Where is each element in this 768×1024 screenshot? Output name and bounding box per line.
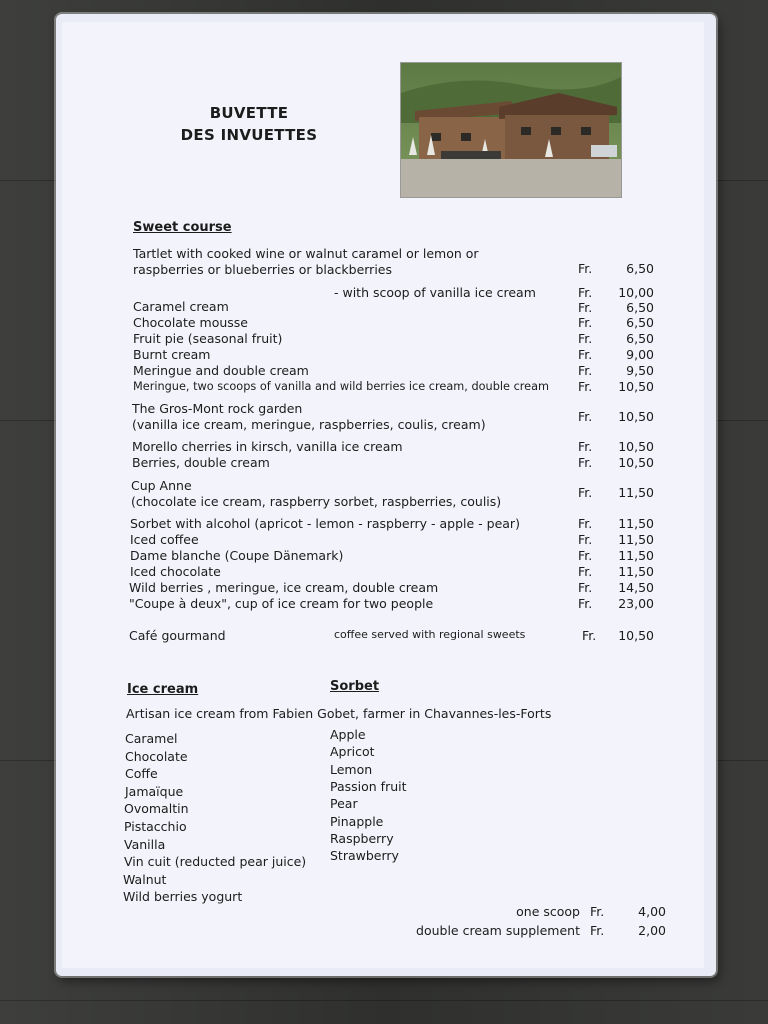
sweet-item-name: Sorbet with alcohol (apricot - lemon - raspberry - apple - pear) <box>130 516 520 531</box>
sweet-item-currency: Fr. <box>578 439 593 454</box>
sweet-item-currency: Fr. <box>578 285 593 300</box>
ice-cream-flavor: Pistacchio <box>124 819 187 834</box>
sorbet-flavor: Pinapple <box>330 813 384 829</box>
ice-cream-flavor: Caramel <box>125 731 178 746</box>
sweet-item-currency: Fr. <box>578 331 593 346</box>
sweet-item-price: 10,00 <box>618 285 654 300</box>
sweet-item-price: 11,50 <box>618 532 654 547</box>
sorbet-heading: Sorbet <box>330 679 380 694</box>
sweet-course-heading: Sweet course <box>133 220 232 235</box>
sorbet-flavor: Passion fruit <box>330 778 407 794</box>
extra-price: 4,00 <box>638 904 666 919</box>
extra-price: 2,00 <box>638 923 666 938</box>
sorbet-flavor: Raspberry <box>330 830 394 846</box>
sweet-item-price: 11,50 <box>618 564 654 579</box>
sweet-item-price: 10,50 <box>618 439 654 454</box>
sweet-item-currency: Fr. <box>578 564 593 579</box>
sweet-item-description: (vanilla ice cream, meringue, raspberries, coulis, cream) <box>132 417 486 432</box>
sweet-item-price: 6,50 <box>626 261 654 276</box>
ice-cream-flavor: Chocolate <box>125 748 188 764</box>
menu-paper <box>62 22 704 968</box>
sweet-item-price: 6,50 <box>626 315 654 330</box>
sweet-item-currency: Fr. <box>578 580 593 595</box>
sweet-item-description: (chocolate ice cream, raspberry sorbet, raspberries, coulis) <box>131 494 502 509</box>
sweet-item-name: Tartlet with cooked wine or walnut caramel or lemon or <box>133 246 479 261</box>
title-line-2: DES INVUETTES <box>180 126 318 144</box>
sweet-item-price: 9,00 <box>626 347 654 362</box>
sweet-item-currency: Fr. <box>578 516 593 531</box>
sweet-item-name: Morello cherries in kirsch, vanilla ice cream <box>132 439 403 454</box>
sorbet-flavor: Pear <box>330 796 358 812</box>
sweet-item-note: coffee served with regional sweets <box>334 628 526 641</box>
sweet-item-name: Meringue, two scoops of vanilla and wild berries ice cream, double cream <box>133 380 550 393</box>
title-line-1: BUVETTE <box>209 104 289 122</box>
page-title <box>154 102 344 146</box>
sweet-item-name: Chocolate mousse <box>133 315 248 330</box>
sweet-item-name: Fruit pie (seasonal fruit) <box>133 331 283 346</box>
sweet-item-name: Iced chocolate <box>130 564 221 579</box>
sweet-item-currency: Fr. <box>578 455 593 470</box>
sweet-item-currency: Fr. <box>578 261 593 276</box>
sweet-item-price: 6,50 <box>626 300 654 315</box>
sweet-item-price: 23,00 <box>618 596 654 611</box>
sweet-item-currency: Fr. <box>578 409 593 424</box>
sweet-item-price: 14,50 <box>618 580 654 595</box>
sweet-item-description: raspberries or blueberries or blackberries <box>133 262 392 277</box>
sweet-item-name: Meringue and double cream <box>133 363 309 378</box>
ice-cream-flavor: Wild berries yogurt <box>123 889 243 905</box>
sweet-item-price: 10,50 <box>618 628 654 643</box>
sweet-item-price: 9,50 <box>626 363 654 378</box>
sweet-item-name: "Coupe à deux", cup of ice cream for two people <box>129 596 434 611</box>
ice-cream-flavor: Ovomaltin <box>124 801 189 817</box>
sweet-item-currency: Fr. <box>578 315 593 330</box>
menu-sheet <box>56 14 716 976</box>
extra-currency: Fr. <box>590 923 605 938</box>
sweet-item-price: 11,50 <box>618 485 654 500</box>
sweet-item-currency: Fr. <box>578 532 593 547</box>
sweet-item-name: Cup Anne <box>131 478 192 493</box>
ice-cream-intro: Artisan ice cream from Fabien Gobet, farmer in Chavannes-les-Forts <box>126 706 552 721</box>
ice-cream-flavor: Coffe <box>125 766 158 782</box>
ice-cream-flavor: Vin cuit (reducted pear juice) <box>124 854 307 870</box>
sweet-item-currency: Fr. <box>582 628 597 643</box>
chalet-photo-icon <box>401 63 621 197</box>
sweet-item-name: Berries, double cream <box>132 455 270 470</box>
extra-currency: Fr. <box>590 904 605 919</box>
sweet-item-currency: Fr. <box>578 548 593 563</box>
sweet-item-currency: Fr. <box>578 300 593 315</box>
sweet-item-price: 6,50 <box>626 331 654 346</box>
sorbet-flavor: Apricot <box>330 744 375 760</box>
ice-cream-heading: Ice cream <box>127 682 199 697</box>
sweet-item-price: 11,50 <box>618 516 654 531</box>
sweet-item-name: Burnt cream <box>133 347 211 362</box>
sweet-item-name: Caramel cream <box>133 299 229 314</box>
extra-label: double cream supplement <box>416 923 580 938</box>
sweet-item-name: Café gourmand <box>129 628 226 643</box>
sweet-item-price: 10,50 <box>618 455 654 470</box>
sweet-item-currency: Fr. <box>578 363 593 378</box>
sweet-item-price: 10,50 <box>618 409 654 424</box>
sweet-item-name: Iced coffee <box>130 532 199 547</box>
sweet-item-price: 11,50 <box>618 548 654 563</box>
chalet-photo <box>400 62 622 198</box>
sweet-item-currency: Fr. <box>578 347 593 362</box>
ice-cream-flavor: Jamaïque <box>125 783 184 799</box>
sorbet-flavor: Lemon <box>330 761 373 777</box>
sweet-item-currency: Fr. <box>578 596 593 611</box>
sweet-item-name: Dame blanche (Coupe Dänemark) <box>130 548 344 563</box>
sweet-item-name: - with scoop of vanilla ice cream <box>334 285 536 300</box>
sorbet-flavor: Strawberry <box>330 848 399 864</box>
sweet-item-currency: Fr. <box>578 379 593 394</box>
ice-cream-flavor: Walnut <box>123 871 167 887</box>
extra-label: one scoop <box>516 904 580 919</box>
sweet-item-price: 10,50 <box>618 379 654 394</box>
sweet-item-currency: Fr. <box>578 485 593 500</box>
sorbet-flavor: Apple <box>330 727 366 742</box>
ice-cream-flavor: Vanilla <box>124 836 166 852</box>
sweet-item-name: Wild berries , meringue, ice cream, double cream <box>129 580 439 595</box>
sweet-item-name: The Gros-Mont rock garden <box>132 401 303 416</box>
